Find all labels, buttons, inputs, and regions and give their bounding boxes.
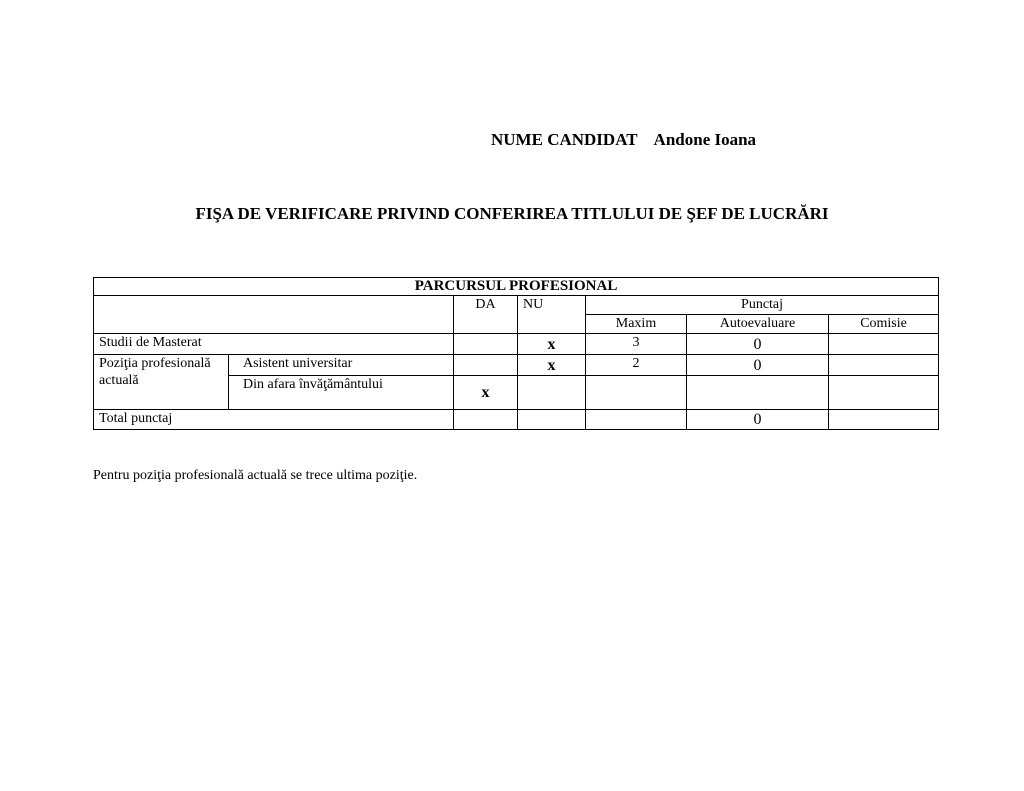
cell-nu: [518, 376, 586, 410]
cell-da: [454, 410, 518, 430]
cell-da: x: [454, 376, 518, 410]
table-row: [94, 410, 939, 430]
header-punctaj: Punctaj: [586, 296, 939, 315]
header-blank-cell: [94, 296, 454, 334]
cell-autoevaluare: 0: [687, 334, 829, 355]
row-label-asistent: Asistent universitar: [229, 355, 454, 376]
cell-maxim: [586, 410, 687, 430]
cell-maxim: [586, 376, 687, 410]
cell-comisie: [829, 355, 939, 376]
cell-da: [454, 334, 518, 355]
candidate-label: NUME CANDIDAT: [491, 130, 638, 149]
row-label-afara: Din afara învăţământului: [229, 376, 454, 410]
row-label-studii: Studii de Masterat: [94, 334, 454, 355]
table-caption: PARCURSUL PROFESIONAL: [94, 278, 939, 296]
cell-comisie: [829, 376, 939, 410]
footnote: Pentru poziţia profesională actuală se trece ultima poziţie.: [93, 468, 418, 483]
header-maxim: Maxim: [586, 315, 687, 334]
header-da: DA: [454, 296, 518, 334]
cell-da: [454, 355, 518, 376]
professional-path-table: [93, 277, 939, 430]
table-caption-row: [94, 278, 939, 296]
cell-autoevaluare: 0: [687, 355, 829, 376]
cell-nu: [518, 410, 586, 430]
cell-total-autoevaluare: 0: [687, 410, 829, 430]
cell-nu: x: [518, 334, 586, 355]
cell-maxim: 3: [586, 334, 687, 355]
table-row: [94, 355, 939, 376]
table-row: [94, 334, 939, 355]
header-comisie: Comisie: [829, 315, 939, 334]
header-autoevaluare: Autoevaluare: [687, 315, 829, 334]
row-label-pozitie: Poziţia profesională actuală: [94, 355, 229, 410]
row-label-total: Total punctaj: [94, 410, 454, 430]
cell-comisie: [829, 410, 939, 430]
cell-nu: x: [518, 355, 586, 376]
header-nu: NU: [518, 296, 586, 334]
cell-maxim: 2: [586, 355, 687, 376]
table-header-row: [94, 296, 939, 315]
cell-comisie: [829, 334, 939, 355]
document-title: FIŞA DE VERIFICARE PRIVIND CONFERIREA TITLULUI DE ŞEF DE LUCRĂRI: [195, 204, 829, 223]
candidate-line: [491, 130, 756, 150]
cell-autoevaluare: [687, 376, 829, 410]
candidate-name: Andone Ioana: [653, 130, 757, 149]
